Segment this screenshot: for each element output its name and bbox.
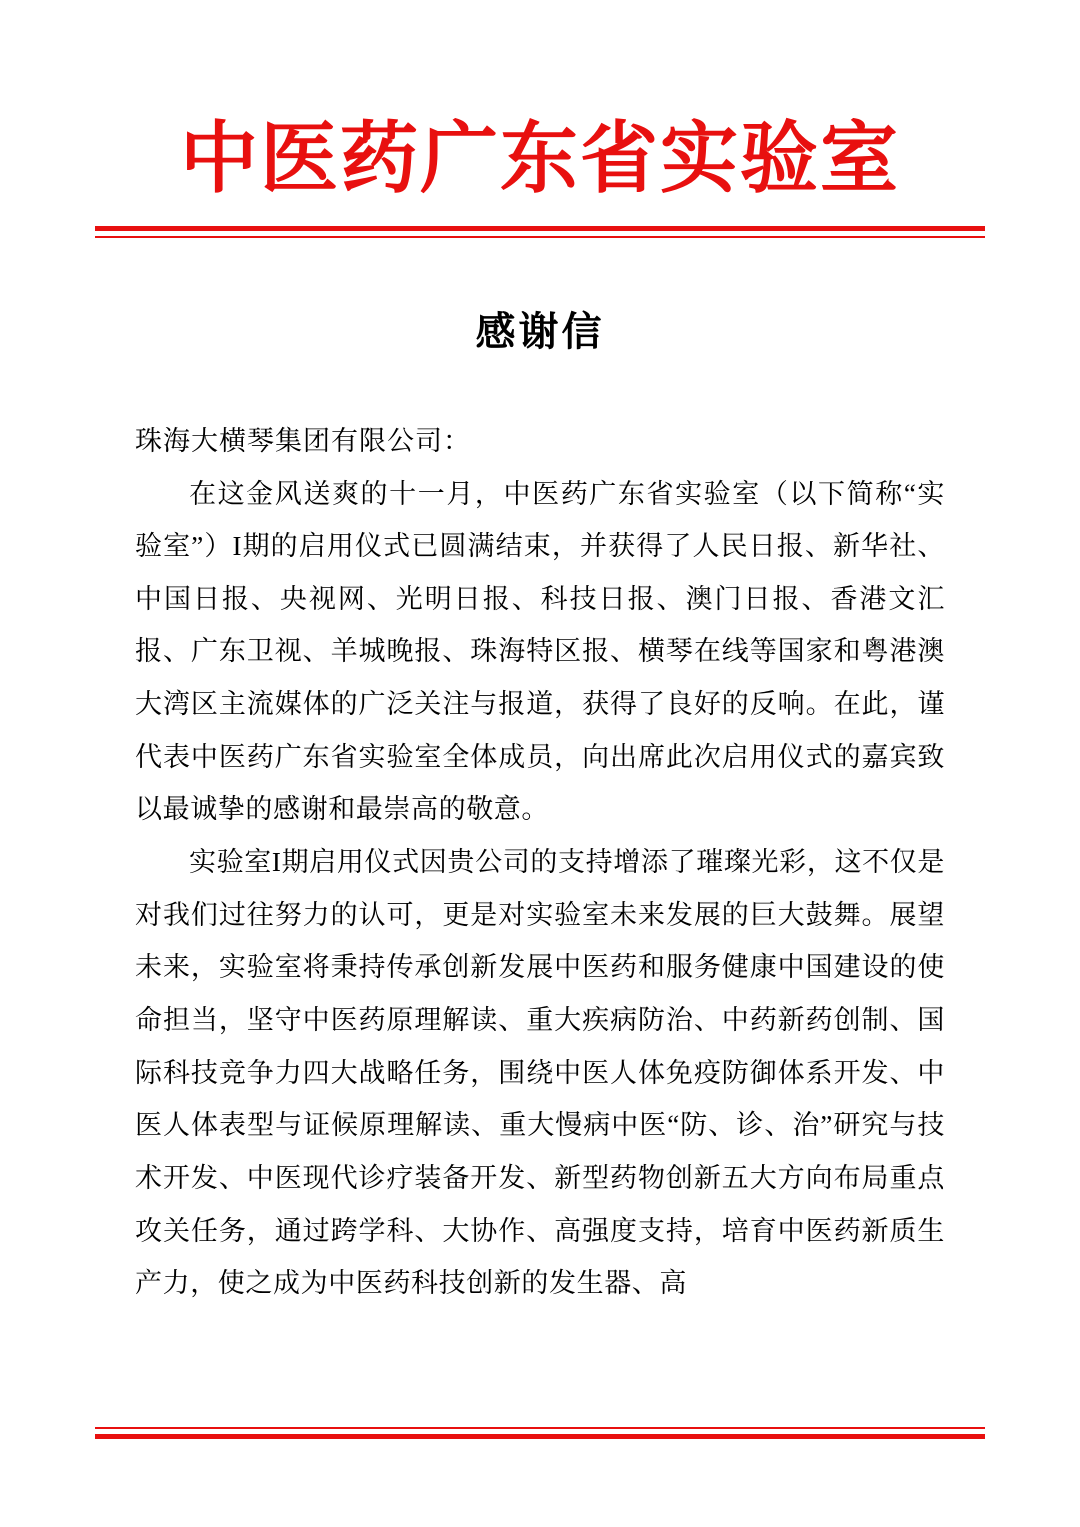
footer-rule-thick bbox=[95, 1434, 985, 1439]
body-paragraph: 在这金风送爽的十一月，中医药广东省实验室（以下简称“实验室”）I期的启用仪式已圆满结束，并获得了人民日报、新华社、中国日报、央视网、光明日报、科技日报、澳门日报、香港文汇报、广东卫视、羊城晚报、珠海特区报、横琴在线等国家和粤港澳大湾区主流媒体的广泛关注与报道，获得了良好的反响。在此，谨代表中医药广东省实验室全体成员，向出席此次启用仪式的嘉宾致以最诚挚的感谢和最崇高的敬意。 bbox=[135, 478, 945, 825]
footer-rules bbox=[95, 1427, 985, 1439]
letterhead-rule-thin bbox=[95, 236, 985, 238]
salutation: 珠海大横琴集团有限公司： bbox=[135, 425, 471, 456]
letterhead-rules bbox=[0, 226, 1080, 238]
document-body bbox=[0, 415, 1080, 1310]
letterhead-organization-title: 中医药广东省实验室 bbox=[179, 113, 900, 204]
footer-rule-thin bbox=[95, 1427, 985, 1429]
page-title: 感谢信 bbox=[475, 307, 605, 355]
letterhead-rule-thick bbox=[95, 226, 985, 231]
letterhead bbox=[0, 0, 1080, 238]
body-paragraph: 实验室I期启用仪式因贵公司的支持增添了璀璨光彩，这不仅是对我们过往努力的认可，更是对实验室未来发展的巨大鼓舞。展望未来，实验室将秉持传承创新发展中医药和服务健康中国建设的使命担当，坚守中医药原理解读、重大疾病防治、中药新药创制、国际科技竞争力四大战略任务，围绕中医人体免疫防御体系开发、中医人体表型与证候原理解读、重大慢病中医“防、诊、治”研究与技术开发、中医现代诊疗装备开发、新型药物创新五大方向布局重点攻关任务，通过跨学科、大协作、高强度支持，培育中医药新质生产力，使之成为中医药科技创新的发生器、高 bbox=[135, 847, 945, 1299]
